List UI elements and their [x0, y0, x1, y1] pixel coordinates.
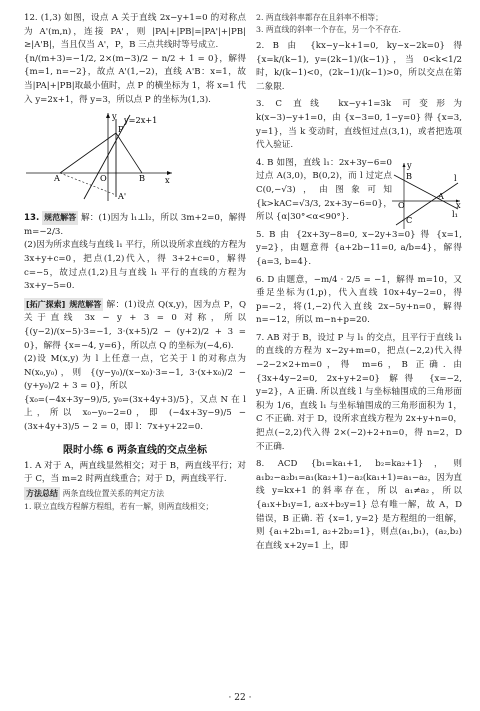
figure-12 [24, 111, 246, 207]
label-a: A [54, 173, 60, 184]
right-column [256, 12, 462, 553]
label-y: y [407, 160, 412, 170]
answer-6: 6. D 由题意，−m/4 · 2/5 = −1，解得 m=10，又垂足坐标为(1,p)，代入直线 10x+4y−2=0，得 p=−2，将(1,−2)代入直线 2x−5y+n=0，解得 n=−12，所以 m−n+p=20. [256, 274, 462, 326]
answer-4: 4. B 如图，直线 l₁：2x+3y−6=0 过点 A(3,0)，B(0,2)，而 l 过定点 C(0,−√3)，由图象可知 {k>kAC=√3/3, 2x+3y−6=0}，所以 {α|30°<α<90°}. [256, 157, 392, 223]
label-b: B [139, 173, 146, 184]
label-x: x [456, 199, 461, 210]
answer-4-block [256, 157, 462, 225]
figure-4-graph [390, 161, 462, 231]
extension-tag-2: 规范解答 [67, 298, 103, 312]
page-number: · 22 · [228, 693, 252, 703]
method-tag: 方法总结 [24, 487, 60, 501]
y-axis-arrow-icon [403, 163, 406, 167]
extension-tag: [拓广探索] [24, 298, 67, 312]
extension-part1 [24, 298, 246, 353]
y-axis-arrow-icon [106, 113, 110, 118]
left-column [24, 12, 246, 513]
method-item-2: 2. 两直线斜率都存在且斜率不相等； [256, 13, 383, 22]
extension-part2: (2)设 M(x,y) 为 l 上任意一点，它关于 l 的对称点为 N(x₀,y₀)，则 {(y−y₀)/(x−x₀)·3=−1, 3·(x+x₀)/2 − (y+y₀)/2 + 3 = 0}，所以 [24, 354, 246, 392]
label-l: l [454, 172, 457, 183]
answer-13-part1 [24, 211, 246, 239]
answer-5: 5. B 由 {2x+3y−8=0, x−2y+3=0} 得 {x=1, y=2}，由题意得 {a+2b−11=0, a/b=4}，解得 {a=3, b=4}. [256, 229, 462, 267]
label-origin: O [100, 173, 107, 184]
label-p: P [118, 124, 124, 135]
answer-13-number: 13. [24, 213, 40, 224]
segment-pb [116, 133, 142, 173]
label-y: y [112, 111, 117, 122]
answer-1: 1. A 对于 A，两直线显然相交；对于 B，两直线平行；对于 C，当 m=2 时两直线重合；对于 D，两直线平行. [24, 460, 246, 485]
label-x: x [165, 175, 170, 186]
extension-part3: {x₀=(−4x+3y−9)/5, y₀=(3x+4y+3)/5}，又点 N 在 l 上，所以 x₀−y₀−2=0，即 (−4x+3y−9)/5 − (3x+4y+3)/5 − 2 = 0，即 l：7x+y+22=0. [24, 394, 246, 433]
method-item-3: 3. 两直线的斜率一个存在，另一个不存在. [256, 25, 401, 34]
answer-7: 7. AB 对于 B，设过 P 与 l₁ 的交点，且平行于直线 l₁ 的直线的方程为 x−2y+m=0，把点(−2,2)代入得 −2−2×2+m=0，得 m=6，B 正确. 由 {3x+4y−2=0, 2x+y+2=0} 解得 {x=−2, y=2}，A 正确. 所以直线 l 与坐标轴围成的三角形面积为 1/6，直线 l₁ 与坐标轴围成的三角形面积为 1，C 不正确. 对于 D，设所求直线方程为 2x+y+n=0，把点(−2,2)代入得 2×(−2)+2+n=0，得 n=2，D 不正确. [256, 332, 462, 452]
answer-13-part2: (2)因为所求直线与直线 l₁ 平行，所以设所求直线的方程为 3x+y+c=0，把点(1,2)代入，得 3+2+c=0，解得 c=−5，故过点(1,2)且与直线 l₁ 平行的直线的方程为 3x+y−5=0. [24, 240, 246, 292]
method-item-1: 1. 联立直线方程解方程组，若有一解，则两直线相交； [24, 502, 214, 512]
figure-12-graph [24, 111, 174, 203]
answer-13-tag: 规范解答 [42, 211, 78, 225]
label-c: C [406, 214, 413, 225]
label-b: B [406, 170, 413, 181]
extension-part1-text: 解：(1)设点 Q(x,y)，因为点 P，Q 关于直线 3x − y + 3 = 0 对称，所以 {(y−2)/(x−5)·3=−1, 3·(x+5)/2 − (y+2)/2 + 3 = 0}，解得 {x=−4, y=6}，所以点 Q 的坐标为(−4,6). [24, 299, 247, 351]
label-a-prime: A' [118, 191, 127, 202]
label-o: O [398, 199, 405, 210]
answer-2: 2. B 由 {kx−y−k+1=0, ky−x−2k=0} 得 {x=k/(k−1), y=(2k−1)/(k−1)}，当 0<k<1/2 时，k/(k−1)<0，(2k−1)/(k−1)>0，所以交点在第二象限. [256, 41, 462, 92]
answer-13-part1-text: 解：(1)因为 l₁⊥l₂，所以 3m+2=0，解得 m=−2/3. [24, 213, 247, 237]
label-a: A [438, 190, 444, 201]
method-summary [24, 487, 246, 502]
answer-3: 3. C 直线 kx−y+1=3k 可变形为 k(x−3)−y+1=0，由 {x−3=0, 1−y=0} 得 {x=3, y=1}，当 k 变动时，直线恒过点(3,1)，或者把选项代入验证. [256, 99, 462, 151]
section-title: 限时小练 6 两条直线的交点坐标 [63, 444, 207, 456]
label-l1: l₁ [452, 208, 458, 219]
answer-8: 8. ACD {b₁=ka₁+1, b₂=ka₂+1}，则 a₁b₂−a₂b₁=a₁(ka₂+1)−a₂(ka₁+1)=a₁−a₂，因为直线 y=kx+1 的斜率存在，所以 a₁≠a₂，所以 {a₁x+b₁y=1, a₂x+b₂y=1} 总有唯一解，故 A，D 错误，B 正确. 若 {x=1, y=2} 是方程组的一组解，则 {a₁+2b₁=1, a₂+2b₂=1}，则点(a₁,b₁)，(a₂,b₂)在直线 x+2y=1 上，即 [256, 459, 462, 551]
answer-12-intro: 12. (1,3) 如图，设点 A 关于直线 2x−y+1=0 的对称点为 A'(m,n)，连接 PA'，则 |PA|+|PB|=|PA'|+|PB|≥|A'B|，当且仅当 A'，P，B 三点共线时等号成立. [24, 13, 246, 51]
label-line: y=2x+1 [124, 115, 158, 126]
method-title: 两条直线位置关系的判定方法 [62, 488, 165, 498]
answer-12-system: {n/(m+3)=−1/2, 2×(m−3)/2 − n/2 + 1 = 0}，解得 {m=1, n=−2}，故点 A'(1,−2)，直线 A'B：x=1，故当|PA|+|PB|取最小值时，点 P 的横坐标为 1，将 x=1 代入 y=2x+1，得 y=3，所以点 P 的坐标为(1,3). [24, 53, 247, 105]
